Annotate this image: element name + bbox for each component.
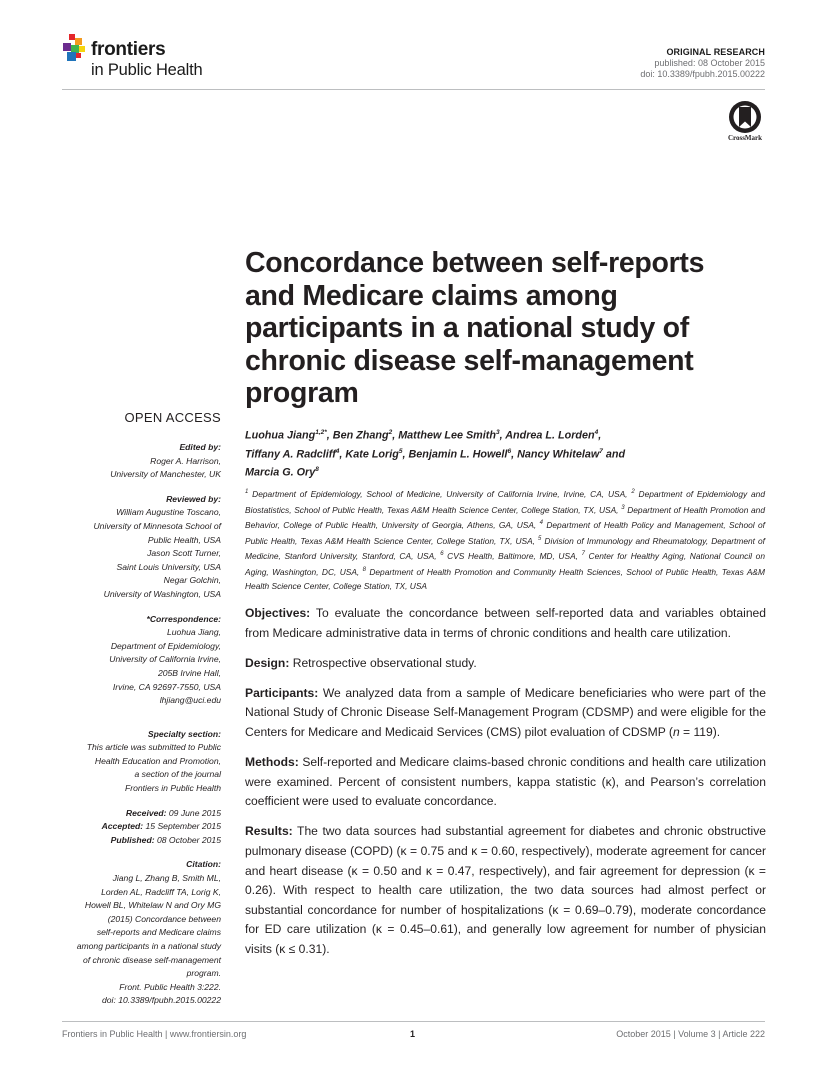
abstract-text: Retrospective observational study. [289,655,477,670]
abstract-label: Objectives: [245,606,311,620]
crossmark-badge[interactable] [723,100,767,146]
journal-logo[interactable] [62,34,262,82]
editor-affiliation: University of Manchester, UK [110,469,221,480]
corresponding-star: * [324,429,327,436]
author-affil-sup: 2 [388,429,393,436]
author-affil-sup: 8 [315,466,319,474]
title-line: participants in a national study of [245,312,689,344]
abstract-label: Participants: [245,685,319,700]
received-value: 09 June 2015 [168,807,221,818]
correspondence-line: University of California Irvine, [109,654,221,665]
open-access-label: OPEN ACCESS [124,410,221,425]
affil-number: 7 [581,551,585,558]
author-name[interactable]: Luohua Jiang [245,429,316,442]
journal-name: in Public Health [91,61,203,79]
section-title: Specialty section: [147,728,221,739]
abstract-n-symbol: n [672,724,680,739]
abstract-objectives [245,604,766,643]
author-affil-sup: 4 [335,447,340,455]
affiliations [245,486,765,593]
affil-text: Department of Health Promotion and Behavior, College of Public Health, University of Georgia, Athens, GA, USA, [245,504,765,530]
abstract-text: Self-reported and Medicare claims-based chronic conditions and health care utilization were examined. Percent of consistent numbers, kappa statistic (κ), and Pearson’s correlation coefficient were used to evaluate concordance. [245,755,766,809]
author-sep: , [598,429,602,442]
article-type: ORIGINAL RESEARCH [666,47,765,57]
correspondence-line: Luohua Jiang, [167,627,221,638]
citation-line: self-reports and Medicare claims [96,927,221,938]
affil-text: Department of Epidemiology and Biostatistics, School of Public Health, Texas A&M Health Science Center, College Station, TX, USA, [245,488,765,515]
received-date [62,807,221,821]
specialty-section [62,728,221,796]
abstract-label: Methods: [245,755,299,770]
correspondence-line: Department of Epidemiology, [110,640,221,651]
article-info-sidebar [62,441,221,1019]
author-name[interactable]: Andrea L. Lorden [505,429,595,442]
correspondence-email[interactable]: lhjiang@uci.edu [159,695,221,706]
abstract-results [245,822,766,959]
abstract-participants [245,684,766,743]
affil-number: 1 [245,489,249,495]
author-name[interactable]: Marcia G. Ory [245,466,316,479]
author-affil-sup: 4 [594,429,599,436]
author-affil-sup: 1,2 [315,429,325,436]
citation-line: Howell BL, Whitelaw N and Ory MG [84,900,221,911]
author-sep: , [402,448,409,461]
affil-number: 8 [362,566,366,573]
author-affil-sup: 7 [599,447,603,455]
correspondence-line: Irvine, CA 92697-7550, USA [112,681,221,692]
affil-text: Center for Healthy Aging, National Council on Aging, Washington, DC, USA, [245,551,765,577]
author-name[interactable]: Benjamin L. Howell [408,448,508,461]
author-name[interactable]: Nancy Whitelaw [517,448,600,461]
citation-line: Front. Public Health 3:222. [119,981,221,992]
footer-divider [62,1021,765,1022]
author-affil-sup: 3 [495,429,500,436]
article-title [245,247,765,410]
author-affil-sup: 6 [507,447,512,455]
received-label: Received: [125,807,167,818]
citation-line: Lorden AL, Radcliff TA, Lorig K, [101,886,221,897]
reviewer-line: University of Minnesota School of [93,520,221,531]
footer-issue-info: October 2015 | Volume 3 | Article 222 [616,1029,765,1039]
crossmark-icon [727,100,763,134]
abstract-methods [245,753,766,812]
section-title: Reviewed by: [166,493,221,504]
citation-line: of chronic disease self-management [82,954,221,965]
author-sep: , [392,429,399,442]
abstract-label: Results: [245,824,293,839]
section-title: Citation: [186,859,221,870]
published-label: Published: [110,834,155,845]
page-number: 1 [410,1029,416,1039]
abstract-text: To evaluate the concordance between self-reported data and variables obtained from Medicare administrative data in terms of chronic conditions and health care utilization. [245,606,766,640]
citation-doi[interactable]: doi: 10.3389/fpubh.2015.00222 [102,995,221,1006]
author-sep: , [339,448,346,461]
published-date-sidebar [62,834,221,848]
header-divider [62,89,765,90]
author-sep: , [326,429,333,442]
abstract-label: Design: [245,655,290,670]
specialty-line: This article was submitted to Public [86,742,221,753]
specialty-line: a section of the journal [134,769,221,780]
affil-number: 5 [538,535,542,542]
published-value: 08 October 2015 [156,834,221,845]
affil-text: CVS Health, Baltimore, MD, USA, [443,551,582,562]
affil-text: Department of Health Policy and Management, School of Public Health, Texas A&M Health Science Center, College Station, TX, USA, [245,519,765,546]
author-and: and [602,448,626,461]
affil-number: 4 [539,520,543,527]
frontiers-logo-icon [62,34,88,64]
reviewer-line: Jason Scott Turner, [147,548,221,559]
citation-line: among participants in a national study [76,941,221,951]
doi-link[interactable]: doi: 10.3389/fpubh.2015.00222 [640,69,765,79]
published-date: published: 08 October 2015 [654,58,765,68]
correspondence-section [62,613,221,708]
citation-line: (2015) Concordance between [107,913,221,924]
affil-number: 6 [440,551,444,558]
author-sep: , [511,448,518,461]
editor-name: Roger A. Harrison, [150,455,221,466]
author-name[interactable]: Matthew Lee Smith [398,429,496,442]
title-line: and Medicare claims among [245,279,618,312]
reviewer-line: William Augustine Toscano, [116,507,221,518]
author-name[interactable]: Kate Lorig [345,448,399,461]
accepted-date [62,820,221,834]
specialty-line: Frontiers in Public Health [124,783,221,794]
reviewer-line: Public Health, USA [147,534,221,545]
citation-section [62,858,221,1008]
author-list [245,425,765,481]
abstract-text: We analyzed data from a sample of Medicare beneficiaries who were part of the National Study of Chronic Disease Self-Management Program (CDSMP) and were eligible for the Centers for Medicare and Medicaid Services (CMS) pilot evaluation of CDSMP ( [245,685,766,739]
affil-number: 3 [621,504,625,511]
correspondence-line: 205B Irvine Hall, [157,667,221,678]
specialty-line: Health Education and Promotion, [94,755,221,766]
citation-line: program. [186,968,221,979]
dates-section [62,807,221,848]
title-line: chronic disease self-management [245,344,694,377]
edited-by-section [62,441,221,482]
affil-text: Department of Epidemiology, School of Medicine, University of California Irvine, Irvine, CA, USA, [248,488,632,499]
reviewer-line: University of Washington, USA [103,588,221,599]
reviewed-by-section [62,493,221,602]
citation-line: Jiang L, Zhang B, Smith ML, [112,873,221,884]
section-title: *Correspondence: [146,613,221,624]
reviewer-line: Saint Louis University, USA [116,561,221,572]
title-line: program [245,377,359,409]
author-affil-sup: 5 [398,447,403,455]
affil-text: Department of Health Promotion and Community Health Sciences, School of Public Health, Texas A&M Health Science Center, College Station, TX, USA [245,566,765,591]
accepted-label: Accepted: [101,821,144,832]
title-line: Concordance between self-reports [245,247,705,279]
accepted-value: 15 September 2015 [145,821,221,832]
author-sep: , [499,429,506,442]
abstract-text: The two data sources had substantial agreement for diabetes and chronic obstructive pulmonary disease (COPD) (κ = 0.75 and κ = 0.60, respectively), moderate agreement for cancer and heart disease (κ = 0.50 and κ = 0.47, respectively), and fair agreement for depression (κ = 0.26). With respect to health care utilization, the two data sources had almost perfect or substantial concordance for number of hospitalizations (κ = 0.69–0.79), moderate concordance for ED care utilization (κ = 0.45–0.61), and generally low agreement for number of physician visits (κ ≤ 0.31). [245,824,766,956]
reviewer-line: Negar Golchin, [163,575,221,586]
abstract-design [245,654,766,674]
abstract-text: = 119). [679,724,721,739]
affil-number: 2 [631,489,635,495]
section-title: Edited by: [179,442,221,452]
abstract [245,604,766,970]
footer-journal-link[interactable]: Frontiers in Public Health | www.frontiersin.org [62,1029,247,1039]
brand-name: frontiers [91,39,166,60]
author-name[interactable]: Tiffany A. Radcliff [245,448,336,461]
crossmark-label: CrossMark [727,134,763,142]
author-name[interactable]: Ben Zhang [332,429,389,442]
affil-text: Division of Immunology and Rheumatology, Department of Medicine, Stanford University, Stanford, CA, USA, [245,535,765,562]
